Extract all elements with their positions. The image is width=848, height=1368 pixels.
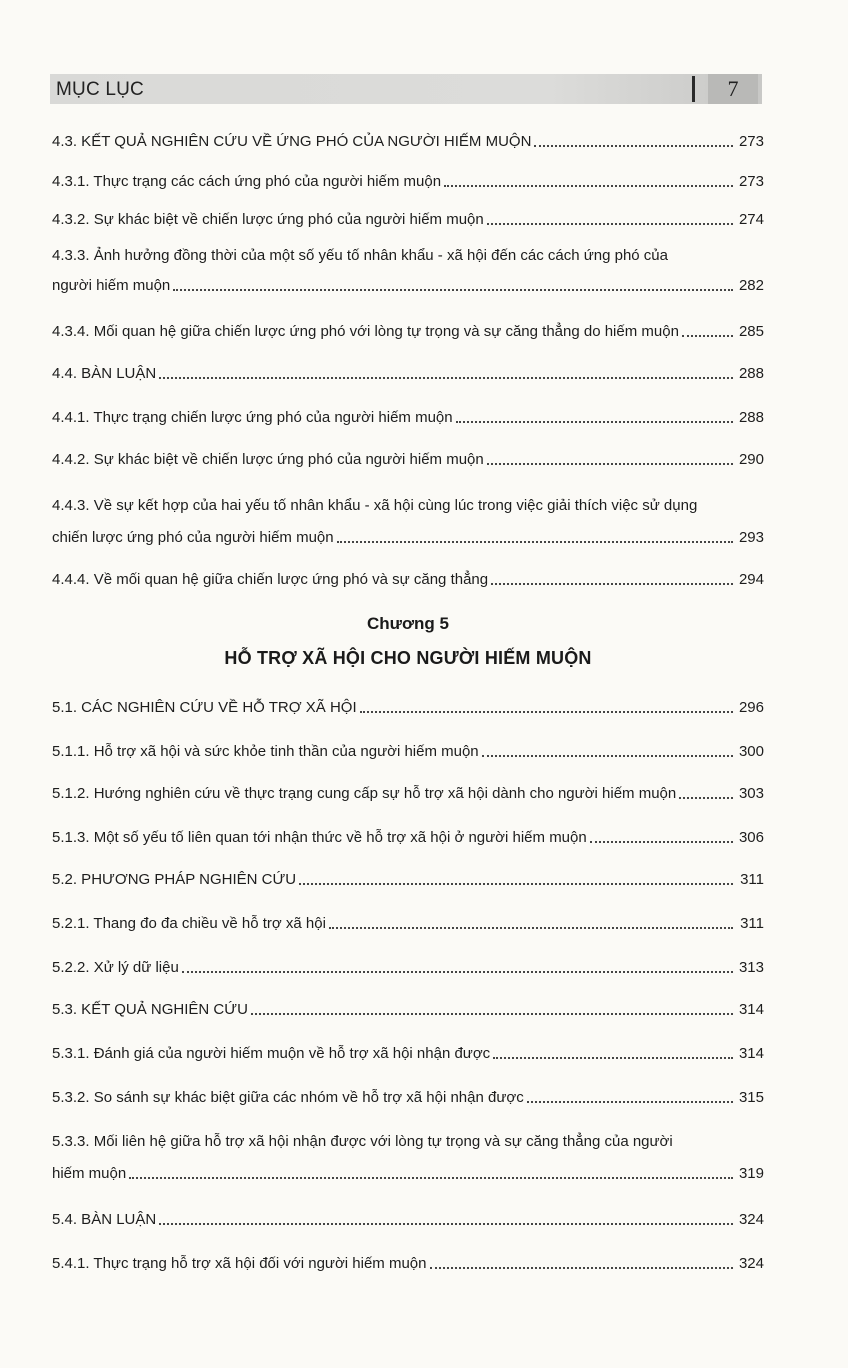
toc-entry-title: người hiếm muộn: [52, 277, 171, 294]
toc-leader: [487, 223, 733, 225]
toc-entry-4-3-3-line2[interactable]: [52, 272, 764, 296]
toc-leader: [159, 377, 733, 379]
toc-leader: [679, 797, 733, 799]
toc-leader: [444, 185, 733, 187]
toc-entry-5-1-1[interactable]: [52, 738, 764, 762]
toc-leader: [590, 841, 733, 843]
toc-entry-page: 311: [740, 915, 764, 932]
toc-entry-title: 5.3.1. Đánh giá của người hiếm muộn về hỗ trợ xã hội nhận được: [52, 1045, 491, 1062]
toc-entry-4-4-1[interactable]: [52, 404, 764, 428]
toc-entry-4-3[interactable]: [52, 128, 764, 152]
header-divider: [692, 76, 695, 102]
toc-entry-4-3-4[interactable]: [52, 318, 764, 342]
toc-entry-title: hiếm muộn: [52, 1165, 127, 1182]
toc-leader: [360, 711, 733, 713]
toc-leader: [487, 463, 733, 465]
toc-leader: [129, 1177, 733, 1179]
header-title: MỤC LỤC: [56, 79, 144, 100]
toc-entry-page: 288: [738, 409, 764, 426]
toc-entry-title: 4.3.1. Thực trạng các cách ứng phó của người hiếm muộn: [52, 173, 442, 190]
toc-entry-page: 300: [738, 743, 764, 760]
toc-entry-4-3-3-line1[interactable]: 4.3.3. Ảnh hưởng đồng thời của một số yếu tố nhân khẩu - xã hội đến các cách ứng phó của: [52, 247, 668, 264]
toc-entry-title: 5.1.3. Một số yếu tố liên quan tới nhận thức về hỗ trợ xã hội ở người hiếm muộn: [52, 829, 587, 846]
toc-entry-5-3[interactable]: [52, 996, 764, 1020]
toc-entry-title: 5.2.2. Xử lý dữ liệu: [52, 959, 179, 976]
toc-entry-5-1-2[interactable]: [52, 780, 764, 804]
toc-entry-title: 5.1.2. Hướng nghiên cứu về thực trạng cung cấp sự hỗ trợ xã hội dành cho người hiếm muộn: [52, 785, 677, 802]
toc-entry-title: 5.2. PHƯƠNG PHÁP NGHIÊN CỨU: [52, 871, 297, 888]
toc-entry-page: 296: [738, 699, 764, 716]
toc-entry-page: 293: [738, 529, 764, 546]
toc-entry-page: 313: [738, 959, 764, 976]
toc-leader: [251, 1013, 733, 1015]
toc-leader: [299, 883, 733, 885]
toc-entry-title: 5.4. BÀN LUẬN: [52, 1211, 157, 1228]
toc-entry-5-1-3[interactable]: [52, 824, 764, 848]
toc-entry-title: 5.1.1. Hỗ trợ xã hội và sức khỏe tinh thần của người hiếm muộn: [52, 743, 479, 760]
toc-leader: [527, 1101, 733, 1103]
toc-entry-page: 290: [738, 451, 764, 468]
chapter-label: Chương 5: [366, 614, 449, 633]
toc-entry-title: 4.4.4. Về mối quan hệ giữa chiến lược ứng phó và sự căng thẳng: [52, 571, 489, 588]
toc-entry-page: 319: [738, 1165, 764, 1182]
toc-leader: [493, 1057, 733, 1059]
toc-entry-title: 5.3.2. So sánh sự khác biệt giữa các nhóm về hỗ trợ xã hội nhận được: [52, 1089, 524, 1106]
toc-entry-page: 311: [740, 871, 764, 888]
toc-entry-4-4-2[interactable]: [52, 446, 764, 470]
toc-entry-title: 5.2.1. Thang đo đa chiều về hỗ trợ xã hội: [52, 915, 326, 932]
toc-leader: [491, 583, 733, 585]
toc-leader: [430, 1267, 734, 1269]
toc-entry-page: 315: [738, 1089, 764, 1106]
toc-entry-5-1[interactable]: [52, 694, 764, 718]
toc-entry-4-3-2[interactable]: [52, 206, 764, 230]
toc-entry-page: 274: [738, 211, 764, 228]
toc-leader: [482, 755, 733, 757]
toc-entry-5-3-1[interactable]: [52, 1040, 764, 1064]
toc-entry-title: 4.4. BÀN LUẬN: [52, 365, 157, 382]
toc-leader: [337, 541, 733, 543]
toc-entry-5-2-1[interactable]: [52, 910, 764, 934]
toc-entry-page: 294: [738, 571, 764, 588]
toc-entry-title: 5.3. KẾT QUẢ NGHIÊN CỨU: [52, 1001, 248, 1018]
toc-entry-5-3-3-line1[interactable]: 5.3.3. Mối liên hệ giữa hỗ trợ xã hội nhận được với lòng tự trọng và sự căng thẳng của người: [52, 1133, 673, 1150]
toc-entry-title: 4.3.2. Sự khác biệt về chiến lược ứng phó của người hiếm muộn: [52, 211, 484, 228]
toc-entry-5-2[interactable]: [52, 866, 764, 890]
toc-entry-title: 4.3. KẾT QUẢ NGHIÊN CỨU VỀ ỨNG PHÓ CỦA NGƯỜI HIẾM MUỘN: [52, 133, 532, 150]
chapter-title: HỖ TRỢ XÃ HỘI CHO NGƯỜI HIẾM MUỘN: [224, 648, 592, 668]
toc-entry-page: 324: [738, 1211, 764, 1228]
toc-entry-4-4-3-line2[interactable]: [52, 524, 764, 548]
toc-entry-page: 314: [738, 1001, 764, 1018]
toc-entry-page: 324: [738, 1255, 764, 1272]
toc-leader: [534, 145, 733, 147]
toc-entry-title: chiến lược ứng phó của người hiếm muộn: [52, 529, 334, 546]
toc-entry-4-3-1[interactable]: [52, 168, 764, 192]
toc-leader: [159, 1223, 733, 1225]
toc-entry-title: 4.3.4. Mối quan hệ giữa chiến lược ứng phó với lòng tự trọng và sự căng thẳng do hiếm muộn: [52, 323, 679, 340]
toc-entry-title: 4.4.1. Thực trạng chiến lược ứng phó của người hiếm muộn: [52, 409, 453, 426]
toc-entry-5-2-2[interactable]: [52, 954, 764, 978]
toc-entry-page: 314: [738, 1045, 764, 1062]
toc-leader: [329, 927, 733, 929]
toc-entry-page: 303: [738, 785, 764, 802]
toc-entry-page: 273: [738, 133, 764, 150]
toc-entry-page: 288: [738, 365, 764, 382]
toc-entry-4-4-3-line1[interactable]: 4.4.3. Về sự kết hợp của hai yếu tố nhân khẩu - xã hội cùng lúc trong việc giải thích việc sử dụng: [52, 497, 698, 514]
toc-entry-4-4[interactable]: [52, 360, 764, 384]
toc-entry-title: 5.1. CÁC NGHIÊN CỨU VỀ HỖ TRỢ XÃ HỘI: [52, 699, 357, 716]
toc-leader: [456, 421, 733, 423]
page-number: 7: [708, 74, 758, 104]
toc-leader: [182, 971, 733, 973]
toc-entry-title: 5.4.1. Thực trạng hỗ trợ xã hội đối với người hiếm muộn: [52, 1255, 427, 1272]
toc-entry-page: 273: [738, 173, 764, 190]
toc-leader: [682, 335, 733, 337]
toc-leader: [173, 289, 733, 291]
page-header: [50, 74, 762, 104]
toc-entry-page: 306: [738, 829, 764, 846]
toc-entry-4-4-4[interactable]: [52, 566, 764, 590]
toc-entry-5-4-1[interactable]: [52, 1250, 764, 1274]
toc-entry-5-4[interactable]: [52, 1206, 764, 1230]
toc-entry-title: 4.4.2. Sự khác biệt về chiến lược ứng phó của người hiếm muộn: [52, 451, 484, 468]
toc-entry-page: 285: [738, 323, 764, 340]
toc-entry-5-3-2[interactable]: [52, 1084, 764, 1108]
toc-entry-page: 282: [738, 277, 764, 294]
toc-entry-5-3-3-line2[interactable]: [52, 1160, 764, 1184]
